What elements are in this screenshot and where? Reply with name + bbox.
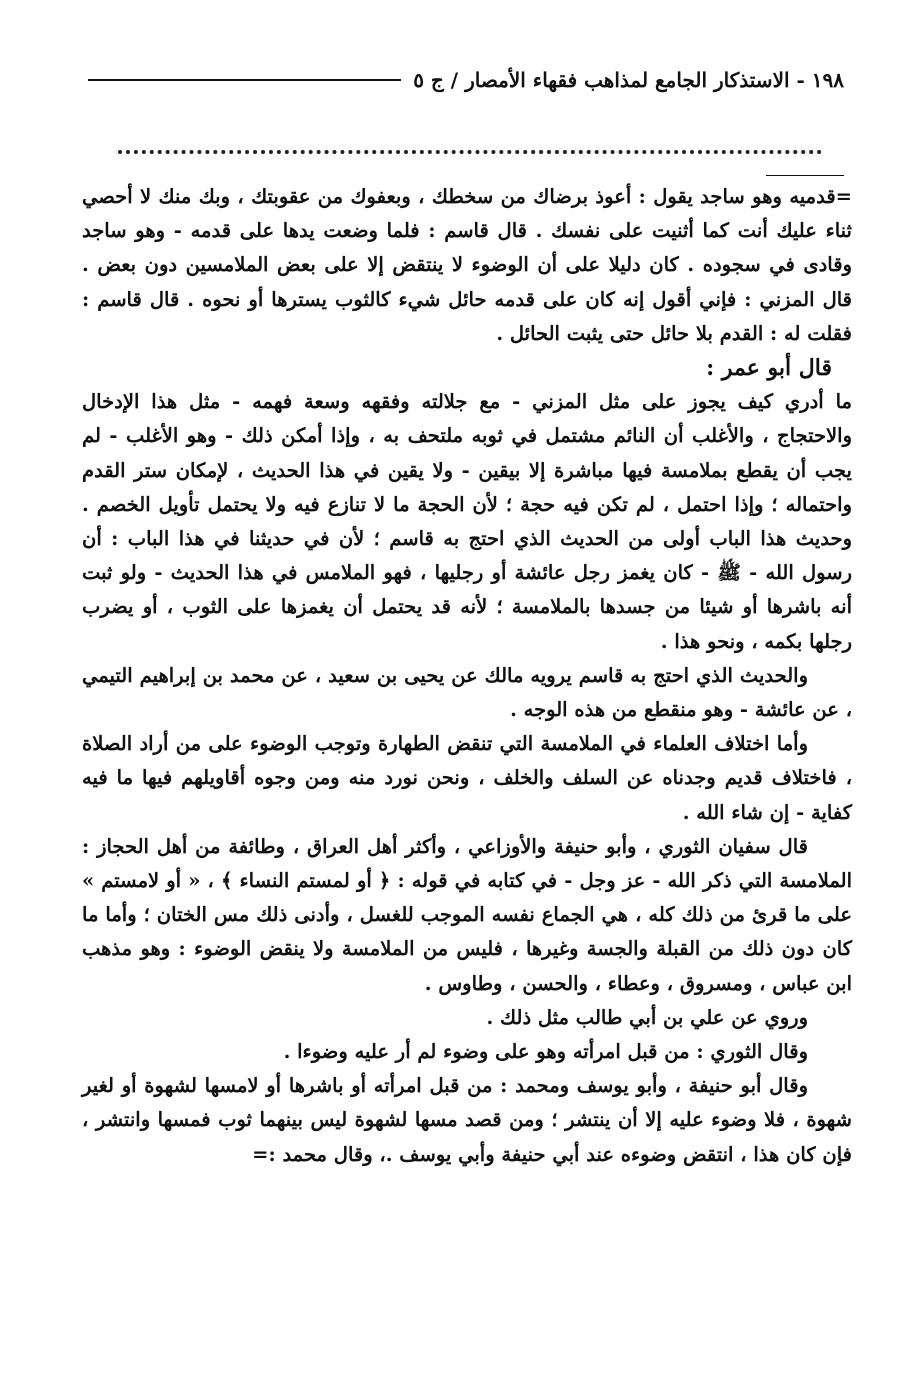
paragraph: وأما اختلاف العلماء في الملامسة التي تنقض الطهارة وتوجب الوضوء على من أراد الصلاة ، فاختلاف قديم وجدناه عن السلف والخلف ، ونحن نورد منه ومن وجوه أقاويلهم فيها ما فيه كفاية - إن شاء الله . [82, 732, 852, 824]
header-rule [88, 79, 401, 81]
continuation-rule [766, 175, 844, 176]
paragraph: وقال أبو حنيفة ، وأبو يوسف ومحمد : من قبل امرأته أو باشرها أو لامسها لشهوة أو لغير شهوة ، فلا وضوء عليه إلا أن ينتشر ؛ ومن قصد مسها لشهوة ليس بينهما ثوب فمسها وانتشر ، فإن كان هذا ، انتقض وضوءه عند أبي حنيفة وأبي يوسف .، وقال محمد := [82, 1074, 852, 1166]
paragraph: قال سفيان الثوري ، وأبو حنيفة والأوزاعي ، وأكثر أهل العراق ، وطائفة من أهل الحجاز : الملامسة التي ذكر الله - عز وجل - في كتابه في قوله : ﴿ أو لمستم النساء ﴾ ، « أو لامستم » على ما قرئ من ذلك كله ، هي الجماع نفسه الموجب للغسل ، وأدنى ذلك مس الختان ؛ وأما ما كان دون ذلك من القبلة والجسة وغيرها ، فليس من الملامسة ولا ينقض الوضوء : وهو مذهب ابن عباس ، ومسروق ، وعطاء ، والحسن ، وطاوس . [82, 834, 852, 995]
paragraph-continuation: =قدميه وهو ساجد يقول : أعوذ برضاك من سخطك ، وبعفوك من عقوبتك ، وبك منك لا أحصي ثناء عليك أنت كما أثنيت على نفسك . قال قاسم : فلما وضعت يدها على قدمه - وهو ساجد وقادى في سجوده . كان دليلا على أن الوضوء لا ينتقض إلا على بعض الملامسين دون بعض . قال المزني : فإني أقول إنه كان على قدمه حائل شيء كالثوب يسترها أو نحوه . قال قاسم : فقلت له : القدم بلا حائل حتى يثبت الحائل . [82, 185, 852, 345]
paragraph: وقال الثوري : من قبل امرأته وهو على وضوء لم أر عليه وضوءا . [283, 1040, 808, 1064]
dotted-separator [118, 150, 822, 154]
paragraph: والحديث الذي احتج به قاسم يرويه مالك عن يحيى بن سعيد ، عن محمد بن إبراهيم التيمي ، عن عائشة - وهو منقطع من هذه الوجه . [82, 663, 852, 722]
body-text [82, 180, 852, 1172]
page-header [88, 62, 844, 98]
running-title: ١٩٨ - الاستذكار الجامع لمذاهب فقهاء الأمصار / ج ٥ [413, 68, 844, 92]
section-heading: قال أبو عمر : [706, 355, 832, 382]
paragraph: وروي عن علي بن أبي طالب مثل ذلك . [486, 1005, 808, 1029]
paragraph: ما أدري كيف يجوز على مثل المزني - مع جلالته وفقهه وسعة فهمه - مثل هذا الإدخال والاحتجاج ، والأغلب أن النائم مشتمل في ثوبه ملتحف به ، وإذا أمكن ذلك - وهو الأغلب - لم يجب أن يقطع بملامسة فيها مباشرة إلا بيقين - ولا يقين في هذا الحديث ، لإمكان ستر القدم واحتماله ؛ وإذا احتمل ، لم تكن فيه حجة ؛ لأن الحجة ما لا تنازع فيه ولا يحتمل تأويل الخصم . وحديث هذا الباب أولى من الحديث الذي احتج به قاسم ؛ لأن في حديثنا في هذا الباب : أن رسول الله - ﷺ - كان يغمز رجل عائشة أو رجليها ، فهو الملامس في هذا الحديث - ولو ثبت أنه باشرها أو شيئا من جسدها بالملامسة ؛ لأنه قد يحتمل أن يغمزها على الثوب ، أو يضرب رجلها بكمه ، ونحو هذا . [82, 390, 852, 653]
